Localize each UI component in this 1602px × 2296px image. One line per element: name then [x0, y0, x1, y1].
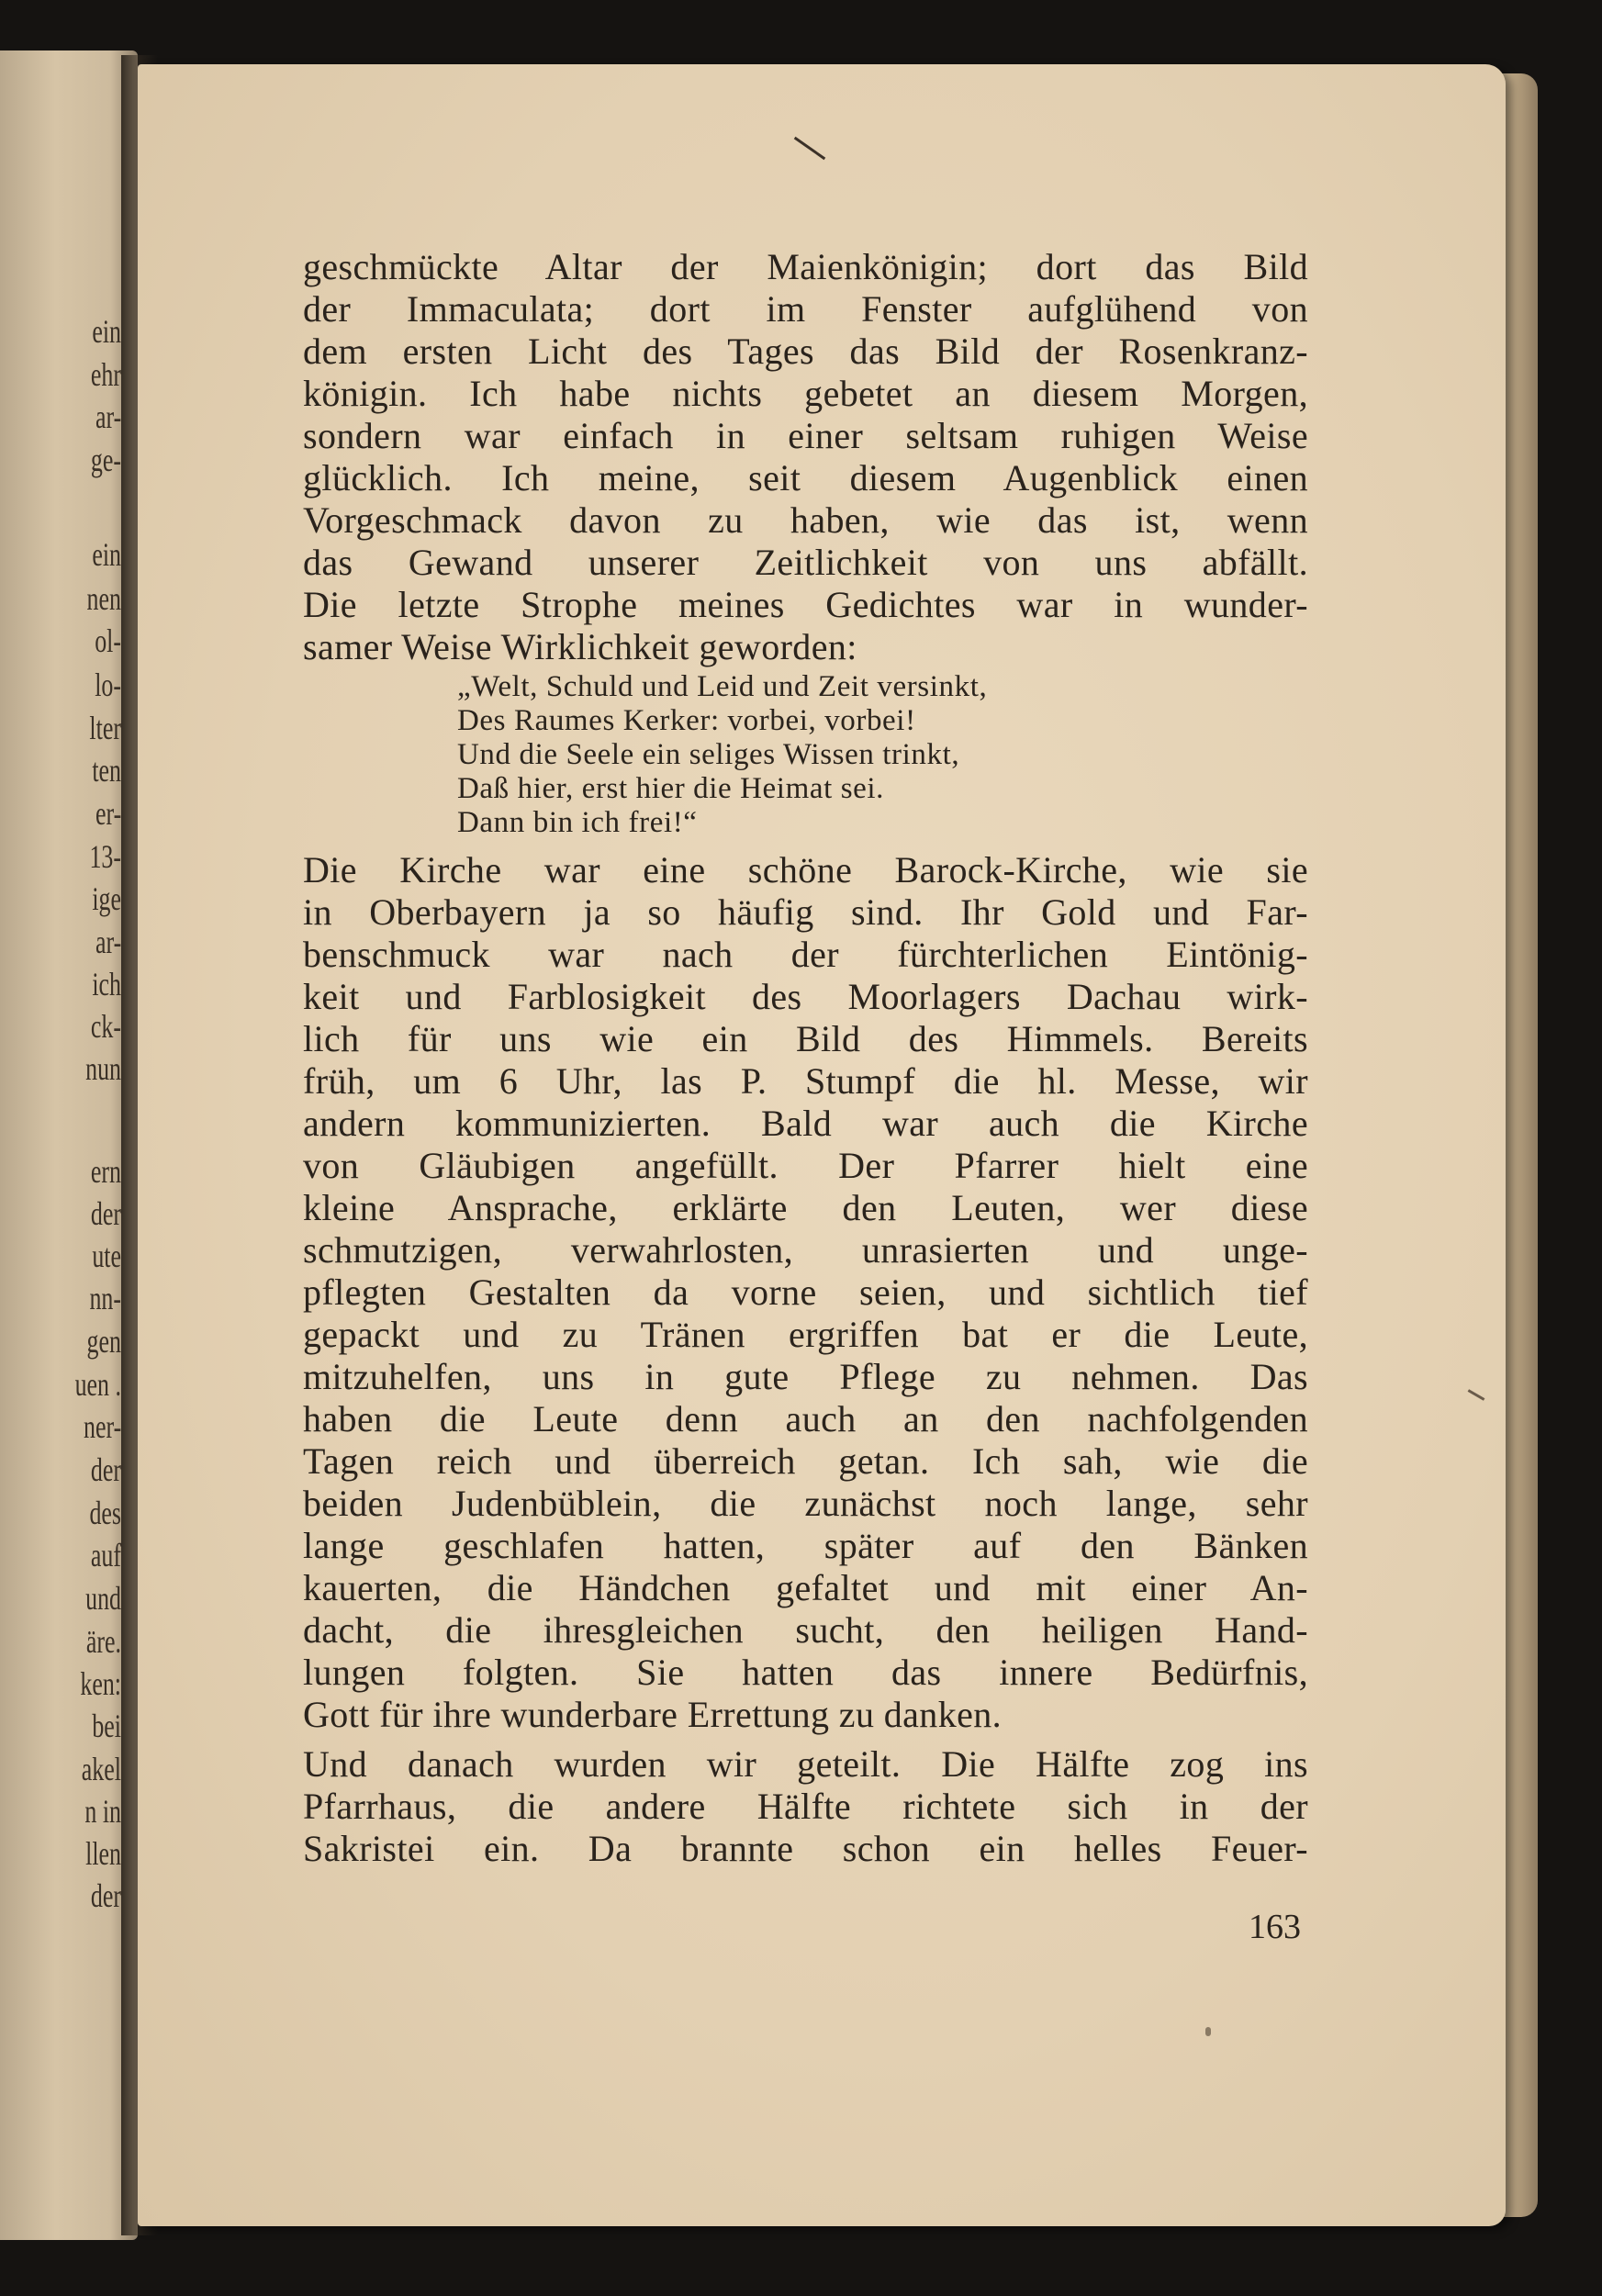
- left-page-fragment: ehr: [90, 356, 121, 393]
- text-line: von Gläubigen angefüllt. Der Pfarrer hielt eine: [303, 1145, 1308, 1186]
- left-page-fragment: ein: [92, 536, 121, 573]
- text-line: beiden Judenbüblein, die zunächst noch lange, sehr: [303, 1483, 1308, 1524]
- left-page-fragment: der: [90, 1877, 121, 1914]
- left-page-fragment: nun: [85, 1050, 121, 1087]
- text-line: geschmückte Altar der Maienkönigin; dort das Bild: [303, 246, 1308, 287]
- left-page-fragment: ute: [92, 1238, 121, 1274]
- left-page-fragment: ar-: [95, 924, 121, 960]
- poem-line: Und die Seele ein seliges Wissen trinkt,: [457, 738, 960, 771]
- left-page-fragment: der: [90, 1195, 121, 1232]
- left-page-fragment: ten: [92, 752, 121, 789]
- left-page-fragment: bei: [92, 1708, 121, 1744]
- text-line: der Immaculata; dort im Fenster aufglühend von: [303, 288, 1308, 330]
- page-text: [303, 246, 1308, 1870]
- paragraph-1: [303, 246, 1308, 668]
- text-line: in Oberbayern ja so häufig sind. Ihr Gold und Far-: [303, 891, 1308, 933]
- left-page-fragment: ich: [92, 966, 121, 1002]
- paragraph-2: [303, 849, 1308, 1736]
- text-line: mitzuhelfen, uns in gute Pflege zu nehmen. Das: [303, 1356, 1308, 1397]
- left-page-fragment: 13-: [89, 838, 121, 875]
- left-page: [0, 50, 138, 2240]
- left-page-fragment: uen .: [74, 1366, 121, 1403]
- left-page-fragment: und: [85, 1580, 121, 1617]
- left-page-fragment: lo-: [95, 666, 121, 703]
- text-line: glücklich. Ich meine, seit diesem Augenblick einen: [303, 457, 1308, 498]
- left-page-fragment: ern: [90, 1153, 121, 1190]
- poem-line: „Welt, Schuld und Leid und Zeit versinkt,: [457, 670, 988, 703]
- text-line: haben die Leute denn auch an den nachfolgenden: [303, 1398, 1308, 1439]
- text-line: kauerten, die Händchen gefaltet und mit einer An-: [303, 1567, 1308, 1608]
- text-line: Pfarrhaus, die andere Hälfte richtete sich in der: [303, 1786, 1308, 1827]
- poem-line: Des Raumes Kerker: vorbei, vorbei!: [457, 704, 916, 737]
- text-line: Sakristei ein. Da brannte schon ein helles Feuer-: [303, 1828, 1308, 1869]
- text-line: Die Kirche war eine schöne Barock-Kirche, wie sie: [303, 849, 1308, 890]
- left-page-fragment: auf: [90, 1537, 121, 1574]
- text-line: früh, um 6 Uhr, las P. Stumpf die hl. Messe, wir: [303, 1060, 1308, 1102]
- left-page-fragment: der: [90, 1451, 121, 1488]
- text-line: Gott für ihre wunderbare Errettung zu danken.: [303, 1694, 1003, 1735]
- left-page-fragment: ck-: [90, 1008, 121, 1045]
- page-number: 163: [1249, 1908, 1301, 1946]
- text-line: lange geschlafen hatten, später auf den Bänken: [303, 1525, 1308, 1566]
- text-line: gepackt und zu Tränen ergriffen bat er die Leute,: [303, 1314, 1308, 1355]
- left-page-fragment: des: [89, 1495, 121, 1531]
- text-line: sondern war einfach in einer seltsam ruhigen Weise: [303, 415, 1308, 456]
- paper-speck: [1205, 2027, 1211, 2036]
- text-line: Die letzte Strophe meines Gedichtes war in wunder-: [303, 584, 1308, 625]
- text-line: das Gewand unserer Zeitlichkeit von uns abfällt.: [303, 542, 1308, 583]
- poem-line: Daß hier, erst hier die Heimat sei.: [457, 772, 885, 805]
- left-page-fragment: n in: [84, 1793, 121, 1830]
- text-line: dem ersten Licht des Tages das Bild der Rosenkranz-: [303, 330, 1308, 372]
- left-page-fragment: ge-: [90, 442, 121, 478]
- text-line: Vorgeschmack davon zu haben, wie das ist, wenn: [303, 499, 1308, 541]
- text-line: samer Weise Wirklichkeit geworden:: [303, 626, 857, 667]
- text-line: königin. Ich habe nichts gebetet an diesem Morgen,: [303, 373, 1308, 414]
- text-line: schmutzigen, verwahrlosten, unrasierten und unge-: [303, 1229, 1308, 1271]
- left-page-fragment: akel: [81, 1751, 121, 1787]
- left-page-fragment: er-: [95, 795, 121, 832]
- text-line: andern kommunizierten. Bald war auch die Kirche: [303, 1103, 1308, 1144]
- left-page-fragment: gen: [86, 1323, 121, 1360]
- text-line: kleine Ansprache, erklärte den Leuten, wer diese: [303, 1187, 1308, 1228]
- left-page-fragment: lter: [89, 710, 121, 746]
- left-page-fragment: ken:: [80, 1665, 121, 1702]
- left-page-fragment: nen: [86, 580, 121, 617]
- paragraph-gap: [303, 1736, 1308, 1743]
- text-line: lungen folgten. Sie hatten das innere Bedürfnis,: [303, 1652, 1308, 1693]
- left-page-fragment: llen: [85, 1835, 121, 1872]
- left-page-fragment: ar-: [95, 398, 121, 435]
- text-line: dacht, die ihresgleichen sucht, den heiligen Hand-: [303, 1609, 1308, 1651]
- text-line: benschmuck war nach der fürchterlichen Eintönig-: [303, 934, 1308, 975]
- poem-line: Dann bin ich frei!“: [457, 806, 698, 839]
- text-line: pflegten Gestalten da vorne seien, und sichtlich tief: [303, 1271, 1308, 1313]
- left-page-fragment: äre.: [85, 1623, 121, 1660]
- text-line: lich für uns wie ein Bild des Himmels. Bereits: [303, 1018, 1308, 1059]
- poem-stanza: [457, 670, 1155, 840]
- text-line: Tagen reich und überreich getan. Ich sah, wie die: [303, 1440, 1308, 1482]
- left-page-fragment: ige: [92, 880, 121, 917]
- left-page-fragment: ein: [92, 313, 121, 350]
- left-page-fragment: ol-: [95, 622, 121, 659]
- paragraph-3: [303, 1743, 1308, 1870]
- left-page-fragment: nn-: [89, 1280, 121, 1316]
- left-page-fragment: ner-: [83, 1408, 121, 1445]
- text-line: keit und Farblosigkeit des Moorlagers Dachau wirk-: [303, 976, 1308, 1017]
- text-line: Und danach wurden wir geteilt. Die Hälfte zog ins: [303, 1743, 1308, 1785]
